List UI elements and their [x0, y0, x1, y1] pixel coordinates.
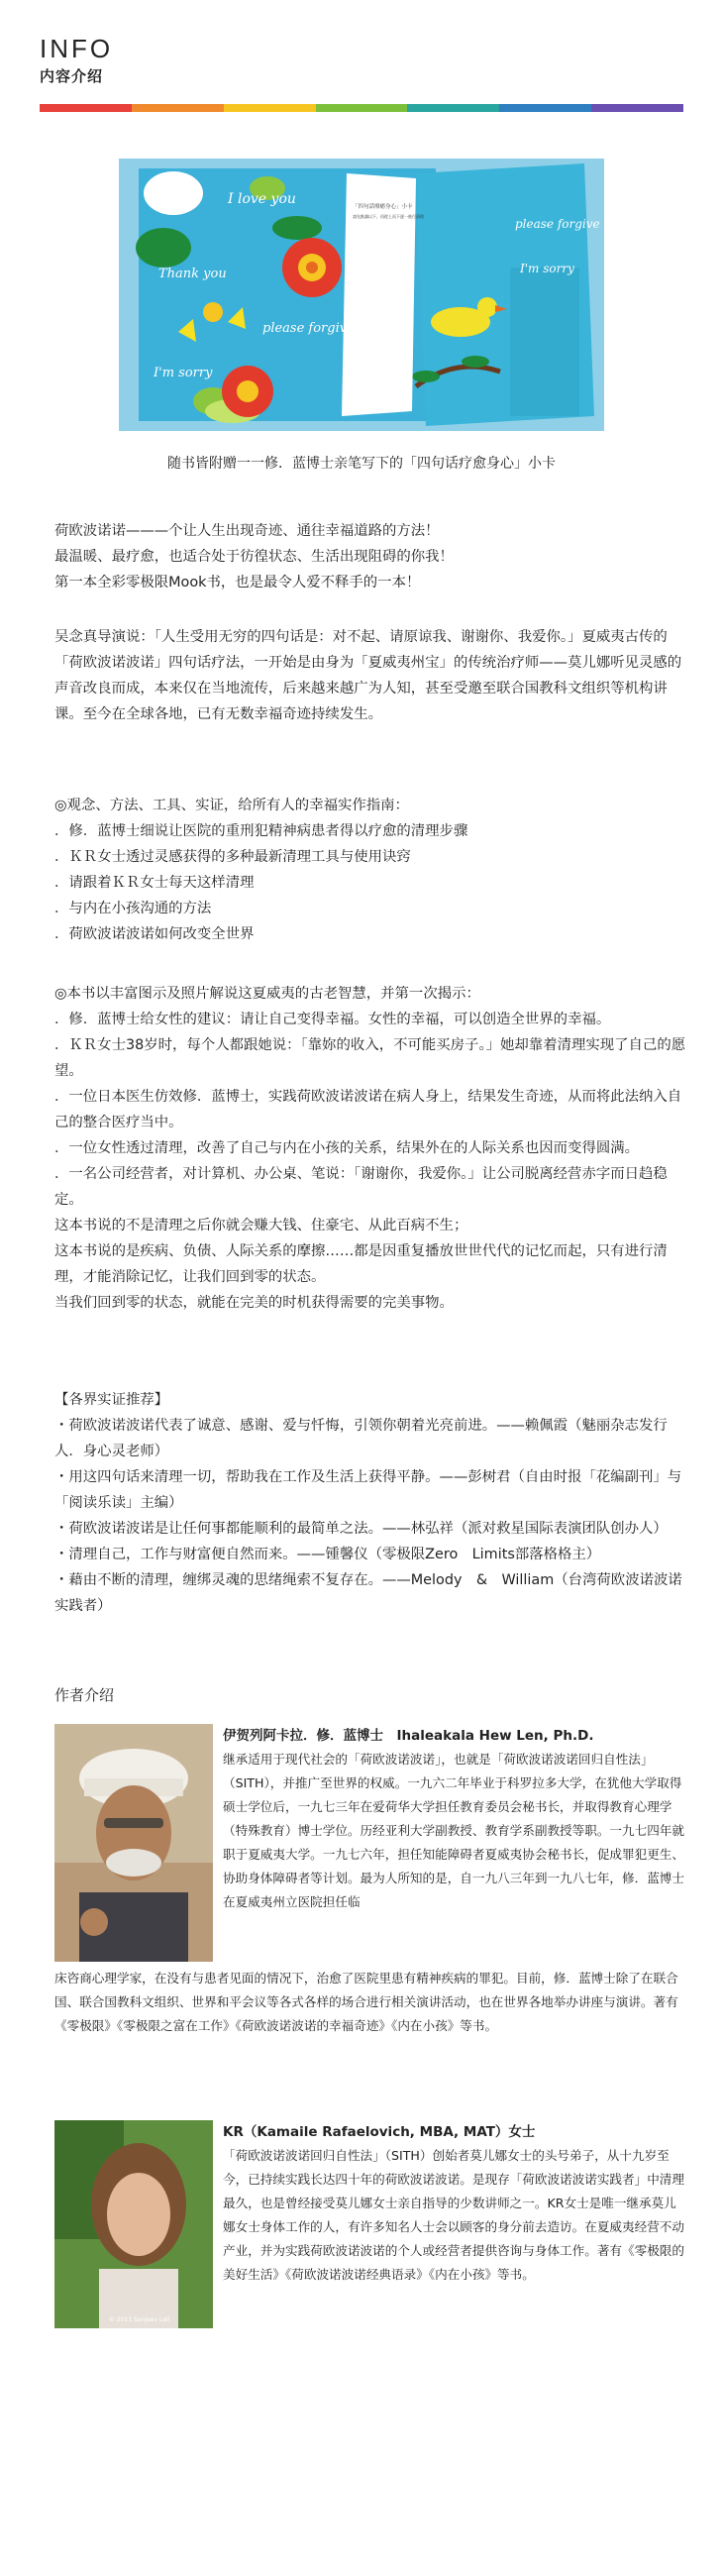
list-item: ．荷欧波诺波诺如何改变全世界: [54, 926, 255, 942]
color-bar-segment: [316, 104, 408, 112]
card-text: please forgive me: [515, 217, 622, 231]
quote-paragraph: [54, 624, 688, 727]
color-bar-segment: [407, 104, 499, 112]
intro-block: [54, 518, 688, 595]
header-title-zh: 内容介绍: [40, 67, 104, 85]
list-item: 当我们回到零的状态，就能在完美的时机获得需要的完美事物。: [54, 1295, 454, 1311]
list-item: ・清理自己，工作与财富便自然而来。——锺馨仪（零极限Zero Limits部落格格主）: [54, 1547, 601, 1562]
card-note: 「四句話療癒身心」小卡: [353, 204, 413, 210]
card-note-sub: 請先點讀以下，再從上而下逐一進行清理: [353, 214, 424, 219]
author2-portrait: [54, 2120, 213, 2328]
author1-bio: [223, 1724, 688, 1914]
section-guide: [54, 793, 688, 947]
list-item: ．ＫＲ女士透过灵感获得的多种最新清理工具与使用诀窍: [54, 849, 411, 865]
color-bar-segment: [132, 104, 224, 112]
quote-text: 吴念真导演说：「人生受用无穷的四句话是：对不起、请原谅我、谢谢你、我爱你。」夏威夷古传的「荷欧波诺波诺」四句话疗法，一开始是由身为「夏威夷州宝」的传统治疗师——莫儿娜听见灵感的声音改良而成，本来仅在当地流传，后来越来越广为人知，甚至受邀至联合国教科文组织等机构讲课。至今在全球各地，已有无数幸福奇迹持续发生。: [54, 629, 682, 722]
photo-credit: © 2011 Sanjeev Lall: [109, 2316, 170, 2323]
intro-line: 第一本全彩零极限Mook书，也是最令人爱不释手的一本！: [54, 575, 421, 590]
card-artwork: [119, 159, 622, 431]
leaf-icon: [272, 216, 322, 240]
author2-photo: [54, 2120, 213, 2328]
color-bar-segment: [224, 104, 316, 112]
list-item: 这本书说的不是清理之后你就会赚大钱、住豪宅、从此百病不生；: [54, 1218, 468, 1234]
card-text: I love you: [228, 191, 296, 207]
author1-bio-text: 继承适用于现代社会的「荷欧波诺波诺」，也就是「荷欧波诺波诺回归自性法」（SITH），并推广至世界的权威。一九六二年毕业于科罗拉多大学，在犹他大学取得硕士学位后，一九七三年在爱荷华大学担任教育委员会秘书长，并取得教育心理学（特殊教育）博士学位。历经亚利大学副教授、教育学系副教授等职。一九七四年就职于夏威夷大学。一九七六年，担任知能障碍者夏威夷协会秘书长，促成罪犯更生、协助身体障碍者等计划。最为人所知的是，自一九八三年到一九八七年，修．蓝博士在夏威夷州立医院担任临: [223, 1752, 684, 1909]
card-text: I'm sorry: [154, 366, 213, 380]
author2-bio-text: 「荷欧波诺波诺回归自性法」（SITH）创始者莫儿娜女士的头号弟子，从十九岁至今，已持续实践长达四十年的荷欧波诺波诺。是现存「荷欧波诺波诺实践者」中清理最久，也是曾经接受莫儿娜女士亲自指导的少数讲师之一。KR女士是唯一继承莫儿娜女士身体工作的人，有许多知名人士会以顾客的身分前去造访。在夏威夷经营不动产业，并为实践荷欧波诺波诺的个人或经营者提供咨询与身体工作。著有《零极限的美好生活》《荷欧波诺波诺经典语录》《内在小孩》等书。: [223, 2148, 684, 2282]
leaf-icon: [144, 171, 203, 215]
author2-name: KR（Kamaile Rafaelovich, MBA, MAT）女士: [223, 2124, 536, 2140]
list-item: ．修．蓝博士细说让医院的重刑犯精神病患者得以疗愈的清理步骤: [54, 823, 468, 839]
color-bar-segment: [591, 104, 683, 112]
list-item: ．一名公司经营者，对计算机、办公桌、笔说：「谢谢你，我爱你。」让公司脱离经营赤字而日趋稳定。: [54, 1166, 668, 1208]
leaf-icon: [136, 228, 191, 268]
list-item: 这本书说的是疾病、负债、人际关系的摩擦……都是因重复播放世世代代的记忆而起，只有进行清理，才能消除记忆，让我们回到零的状态。: [54, 1243, 668, 1285]
list-item: ・荷欧波诺波诺代表了诚意、感谢、爱与忏悔，引领你朝着光亮前进。——赖佩霞（魅丽杂志发行人．身心灵老师）: [54, 1418, 668, 1459]
section-recommendations: [54, 1387, 688, 1619]
intro-line: 最温暖、最疗愈，也适合处于彷徨状态、生活出现阻碍的你我！: [54, 549, 454, 565]
list-item: ．与内在小孩沟通的方法: [54, 901, 212, 916]
author1-portrait: [54, 1724, 213, 1962]
list-item: ・藉由不断的清理，缠绑灵魂的思绪绳索不复存在。——Melody & William（台湾荷欧波诺波诺实践者）: [54, 1572, 682, 1614]
list-item: ．请跟着ＫＲ女士每天这样清理: [54, 875, 255, 891]
color-bar-segment: [40, 104, 132, 112]
section-heading: ◎观念、方法、工具、实证，给所有人的幸福实作指南：: [54, 798, 409, 813]
card-text: I'm sorry: [520, 262, 574, 275]
section-header: [40, 34, 113, 86]
list-item: ・用这四句话来清理一切，帮助我在工作及生活上获得平静。——彭树君（自由时报「花编副刊」与「阅读乐读」主编）: [54, 1469, 682, 1511]
list-item: ．ＫＲ女士38岁时，每个人都跟她说：「靠妳的收入，不可能买房子。」她却靠着清理实现了自己的愿望。: [54, 1037, 686, 1079]
header-title-en: INFO: [40, 34, 114, 63]
author1-name: 伊贺列阿卡拉．修．蓝博士 Ihaleakala Hew Len, Ph.D.: [223, 1728, 594, 1744]
author2-bio: [223, 2120, 688, 2287]
list-item: ．一位女性透过清理，改善了自己与内在小孩的关系，结果外在的人际关系也因而变得圆满。: [54, 1140, 640, 1156]
color-bar-segment: [499, 104, 591, 112]
author1-photo: [54, 1724, 213, 1962]
card-illustration: [119, 159, 622, 431]
color-bar: [40, 104, 683, 112]
card-caption: 随书皆附赠一一修．蓝博士亲笔写下的「四句话疗愈身心」小卡: [167, 456, 556, 472]
list-item: ．一位日本医生仿效修．蓝博士，实践荷欧波诺波诺在病人身上，结果发生奇迹，从而将此法纳入自己的整合医疗当中。: [54, 1089, 682, 1130]
intro-line: 荷欧波诺诺———个让人生出现奇迹、通往幸福道路的方法！: [54, 523, 440, 539]
section-reveal: [54, 981, 688, 1316]
card-text: please forgive me: [262, 321, 378, 336]
authors-title: 作者介绍: [54, 1686, 115, 1704]
card-text: Thank you: [158, 267, 227, 281]
author1-bio-continued: 床咨商心理学家，在没有与患者见面的情况下，治愈了医院里患有精神疾病的罪犯。目前，修．蓝博士除了在联合国、联合国教科文组织、世界和平会议等各式各样的场合进行相关演讲活动，也在世界各地举办讲座与演讲。著有《零极限》《零极限之富在工作》《荷欧波诺波诺的幸福奇迹》《内在小孩》等书。: [54, 1971, 678, 2033]
section-heading: ◎本书以丰富图示及照片解说这夏威夷的古老智慧，并第一次揭示：: [54, 986, 480, 1002]
list-item: ．修．蓝博士给女性的建议：请让自己变得幸福。女性的幸福，可以创造全世界的幸福。: [54, 1012, 611, 1027]
section-heading: 【各界实证推荐】: [54, 1392, 169, 1408]
list-item: ・荷欧波诺波诺是让任何事都能顺利的最简单之法。——林弘祥（派对救星国际表演团队创办人）: [54, 1521, 668, 1537]
